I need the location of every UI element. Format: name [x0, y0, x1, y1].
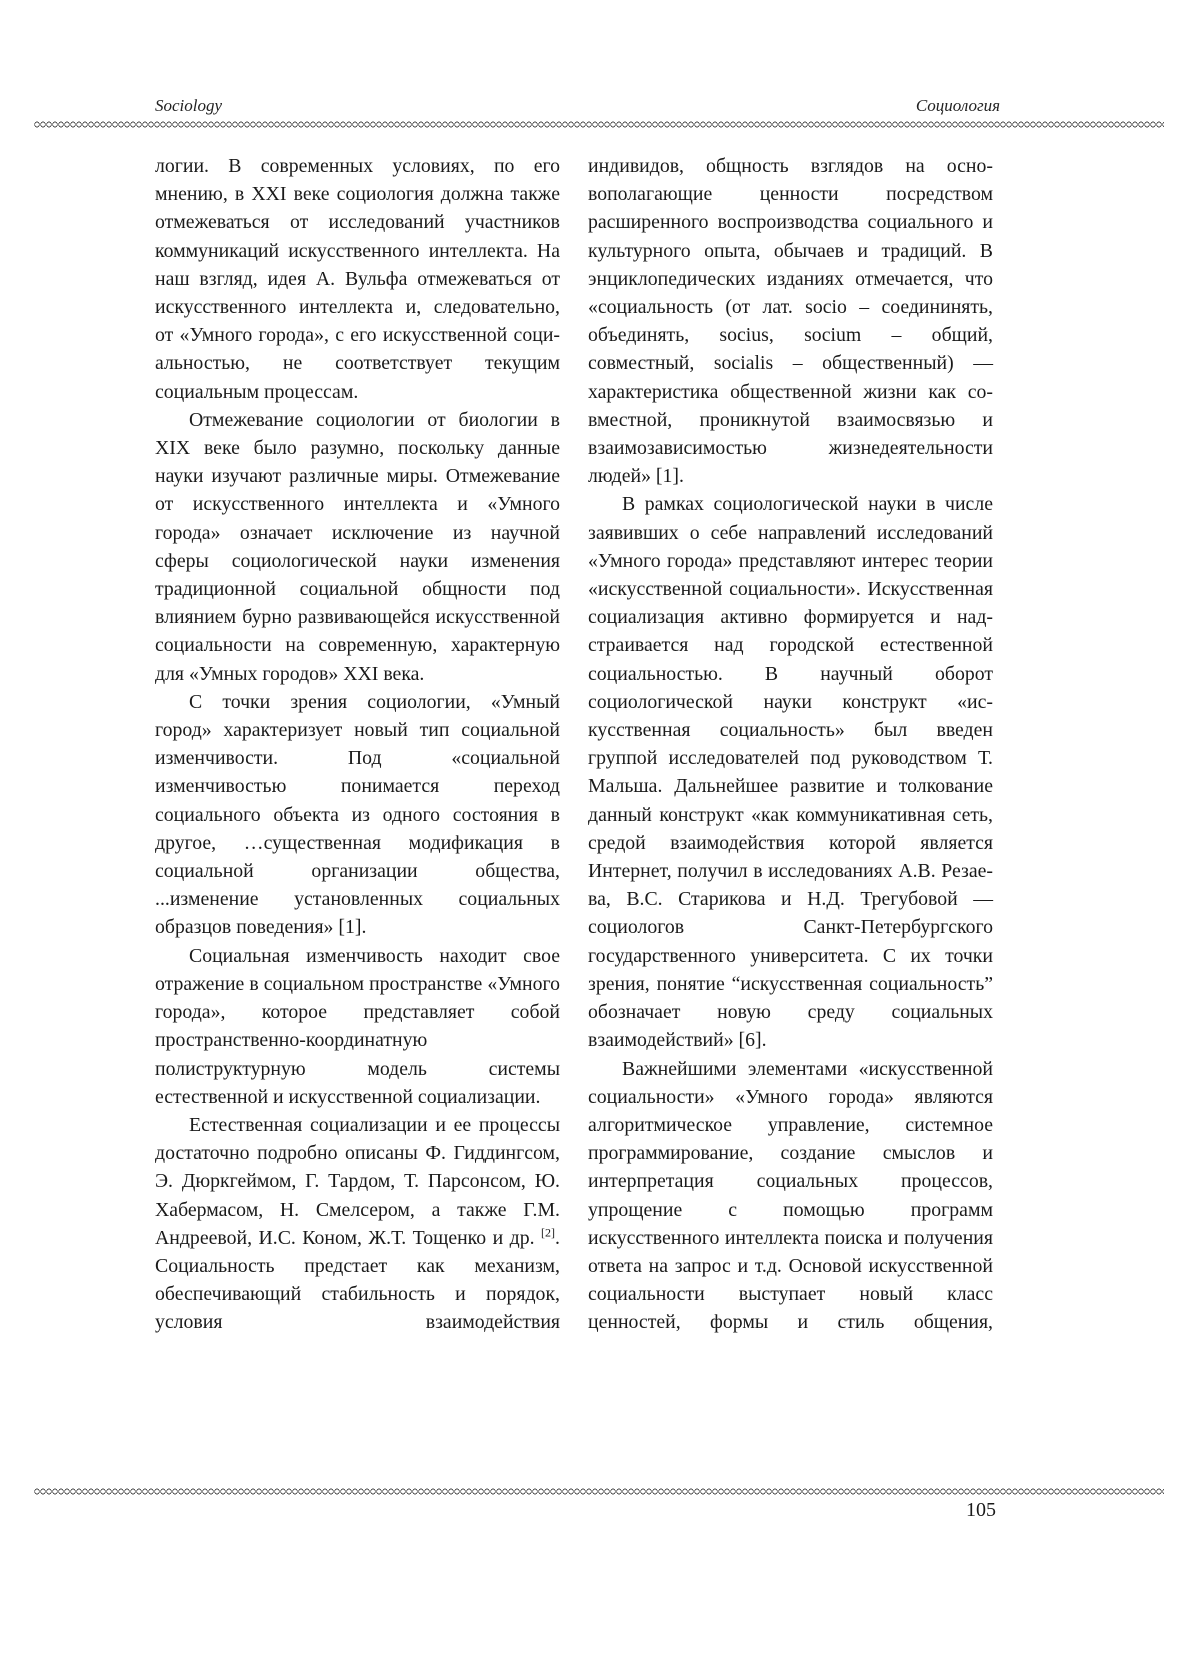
page-number: 105 — [966, 1499, 996, 1521]
citation-superscript: [2] — [541, 1225, 556, 1240]
running-head-left: Sociology — [155, 96, 223, 115]
paragraph: Отмежевание социологии от биологии в XIX веке было разумно, поскольку данные науки изучают различные миры. Отмежевание от искусственного интеллекта и «Умного города» означает исключение из научной сферы социологической науки изменения традиционной социальной общности под влиянием бурно развивающейся искусственной социальности на современную, характерную для «Умных городов» XXI века. — [155, 408, 560, 685]
paragraph — [155, 1111, 560, 1337]
paragraph: Важнейшими элементами «искусственной социальности» «Умного города» являются алгоритмическое управление, системное программирование, создание смыслов и интерпретация социальных процессов, упрощение с помощью программ искусственного интеллекта поиска и получения ответа на запрос и т.д. Основой искусственной социальности выступает новый класс ценностей, формы и стиль общения, — [588, 1057, 993, 1334]
paragraph: логии. В современных условиях, по его мнению, в XXI веке социология должна также отмежеваться от исследований участников коммуникаций искусственного интеллекта. На наш взгляд, идея А. Вульфа отмежеваться от искусственного интеллекта и, следовательно, от «Умного города», с его искусственной социальностью, не соответствует текущим социальным процессам. — [155, 155, 560, 403]
paragraph-text: Естественная социализации и ее процессы достаточно подробно описаны Ф. Гиддингсом, Э. Дюркгеймом, Г. Тардом, Т. Парсонсом, Ю. Хабермасом, Н. Смелсером, а также Г.М. Андреевой, И.С. Коном, Ж.Т. Тощенко и др. — [155, 1113, 560, 1249]
bottom-ornamental-rule — [34, 1487, 1164, 1496]
paragraph: В рамках социологической науки в числе заявивших о себе направлений исследований «Умного города» представляют интерес теории «искусственной социальности». Искусственная социализация активно формируется и надстраивается над городской естественной социальностью. В научный оборот социологической науки конструкт «искусственная социальность» был введен группой исследователей под руководством Т. Мальша. Дальнейшее развитие и толкование данный конструкт «как коммуникативная сеть, средой взаимодействия которой является Интернет, получил в исследованиях А.В. Резаева, В.С. Старикова и Н.Д. Трегубовой — социологов Санкт-Петербургского государственного университета. С их точки зрения, понятие “искусственная социальность” обозначает новую среду социальных взаимодействий» [6]. — [588, 493, 993, 1052]
left-column — [155, 152, 560, 1337]
paragraph: Социальная изменчивость находит свое отражение в социальном пространстве «Умного города», которое представляет собой пространственно-координатную полиструктурную модель системы естественной и искусственной социализации. — [155, 944, 560, 1108]
top-ornamental-rule — [34, 120, 1164, 129]
paragraph: индивидов, общность взглядов на основополагающие ценности посредством расширенного воспроизводства социального и культурного опыта, обычаев и традиций. В энциклопедических изданиях отмечается, что «социальность (от лат. socio – соедининять, объединять, socius, socium – общий, совместный, socialis – общественный) — характеристика общественной жизни как совместной, проникнутой взаимосвязью и взаимозависимостью жизнедеятельности людей» [1]. — [588, 155, 993, 488]
running-head-right: Социология — [915, 96, 1000, 115]
right-column — [588, 152, 993, 1337]
paragraph: С точки зрения социологии, «Умный город» характеризует новый тип социальной изменчивости. Под «социальной изменчивостью понимается переход социального объекта из одного состояния в другое, …существенная модификация в социальной организации общества, ...изменение установленных социальных образцов поведения» [1]. — [155, 690, 560, 939]
paragraph-text: . Социальность предстает как механизм, обеспечивающий стабильность и порядок, условия взаимодействия — [155, 1226, 560, 1334]
